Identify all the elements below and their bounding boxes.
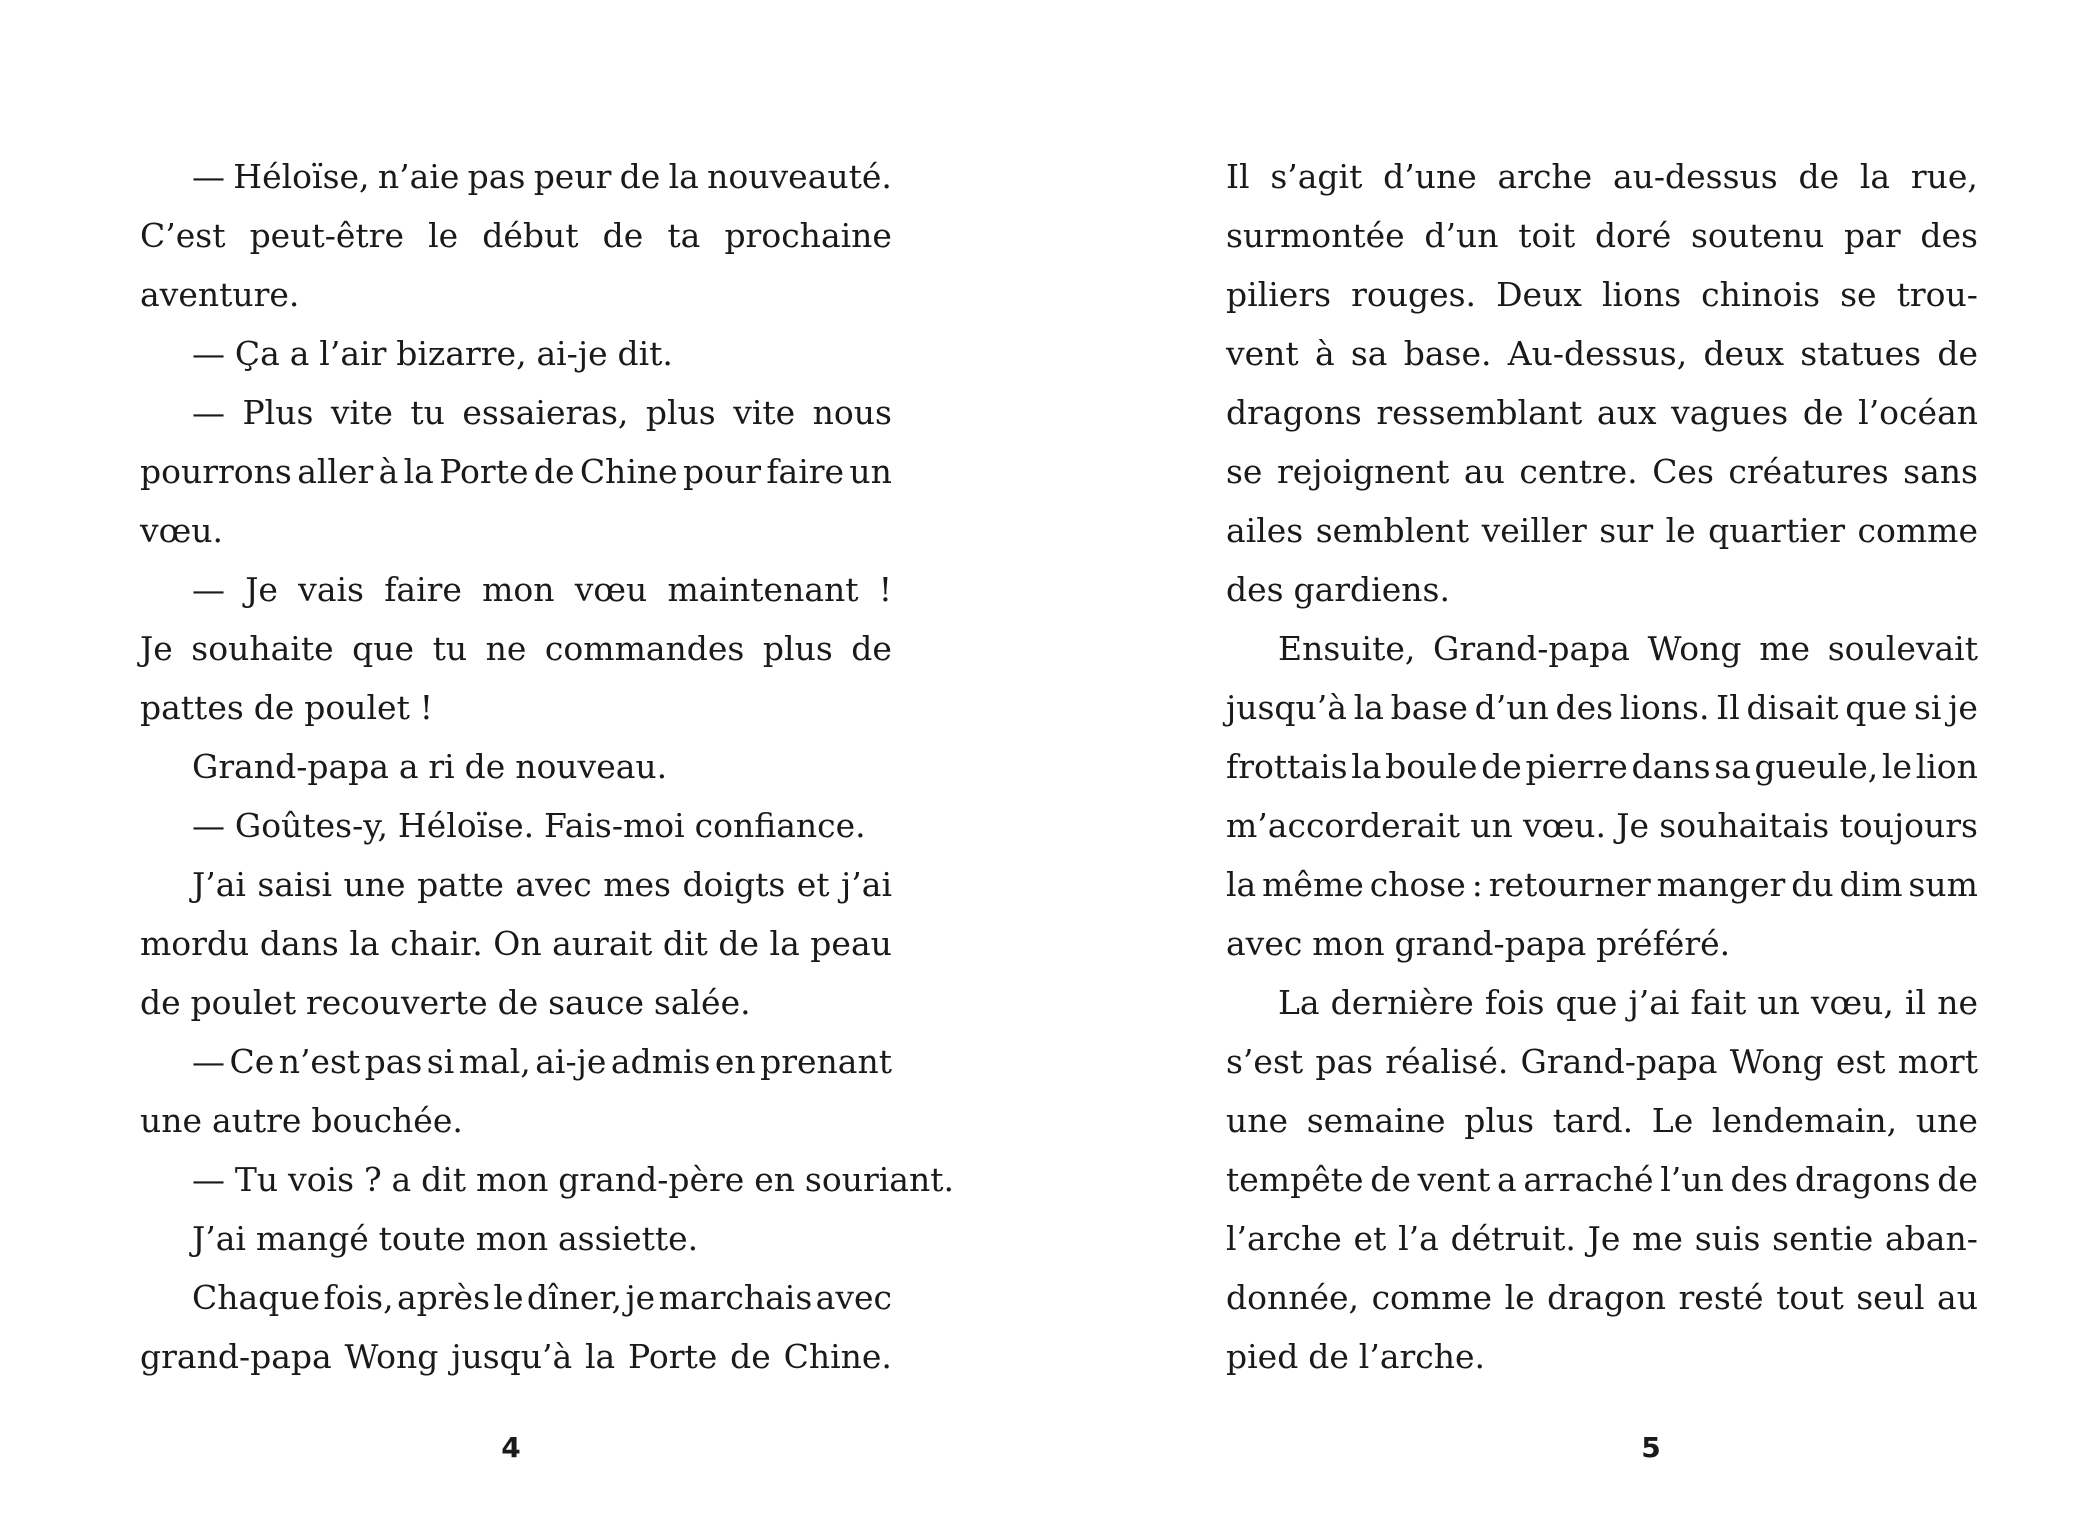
text-line: C’est peut-être le début de ta prochaine — [140, 216, 892, 255]
text-line: — Je vais faire mon vœu maintenant ! — [192, 570, 892, 609]
text-line: — Tu vois ? a dit mon grand-père en souriant. — [192, 1160, 954, 1199]
text-line: s’est pas réalisé. Grand-papa Wong est mort — [1226, 1042, 1978, 1081]
text-line: se rejoignent au centre. Ces créatures sans — [1226, 452, 1978, 491]
text-line: — Ce n’est pas si mal, ai-je admis en prenant — [192, 1042, 892, 1081]
text-line: donnée, comme le dragon resté tout seul au — [1226, 1278, 1978, 1317]
text-line: la même chose : retourner manger du dim sum — [1226, 865, 1978, 904]
right-page-text — [1226, 147, 1978, 1386]
text-line: dragons ressemblant aux vagues de l’océan — [1226, 393, 1978, 432]
text-line: — Plus vite tu essaieras, plus vite nous — [192, 393, 892, 432]
text-line: une semaine plus tard. Le lendemain, une — [1226, 1101, 1978, 1140]
text-line: J’ai mangé toute mon assiette. — [192, 1219, 699, 1258]
text-line: — Goûtes-y, Héloïse. Fais-moi confiance. — [192, 806, 866, 845]
text-line: l’arche et l’a détruit. Je me suis sentie aban- — [1226, 1219, 1978, 1258]
text-line: pied de l’arche. — [1226, 1337, 1486, 1376]
text-line: une autre bouchée. — [140, 1101, 463, 1140]
text-line: vent à sa base. Au-dessus, deux statues de — [1226, 334, 1978, 373]
text-line: Il s’agit d’une arche au-dessus de la rue, — [1226, 157, 1978, 196]
text-line: J’ai saisi une patte avec mes doigts et j’ai — [192, 865, 892, 904]
text-line: m’accorderait un vœu. Je souhaitais toujours — [1226, 806, 1978, 845]
text-line: — Ça a l’air bizarre, ai-je dit. — [192, 334, 673, 373]
text-line: aventure. — [140, 275, 300, 314]
text-line: — Héloïse, n’aie pas peur de la nouveauté. — [192, 157, 892, 196]
text-line: mordu dans la chair. On aurait dit de la peau — [140, 924, 892, 963]
text-line: pattes de poulet ! — [140, 688, 433, 727]
text-line: ailes semblent veiller sur le quartier comme — [1226, 511, 1978, 550]
text-line: pourrons aller à la Porte de Chine pour faire un — [140, 452, 892, 491]
right-page-number: 5 — [1641, 1431, 1661, 1464]
text-line: tempête de vent a arraché l’un des dragons de — [1226, 1160, 1978, 1199]
right-page — [1050, 0, 2100, 1525]
text-line: Je souhaite que tu ne commandes plus de — [140, 629, 892, 668]
text-line: des gardiens. — [1226, 570, 1450, 609]
text-line: grand-papa Wong jusqu’à la Porte de Chine. — [140, 1337, 892, 1376]
text-line: piliers rouges. Deux lions chinois se trou- — [1226, 275, 1978, 314]
text-line: de poulet recouverte de sauce salée. — [140, 983, 751, 1022]
left-page-number: 4 — [501, 1431, 521, 1464]
text-line: La dernière fois que j’ai fait un vœu, il ne — [1278, 983, 1978, 1022]
text-line: avec mon grand-papa préféré. — [1226, 924, 1731, 963]
text-line: surmontée d’un toit doré soutenu par des — [1226, 216, 1978, 255]
text-line: Ensuite, Grand-papa Wong me soulevait — [1278, 629, 1978, 668]
text-line: frottais la boule de pierre dans sa gueule, le lion — [1226, 747, 1978, 786]
left-page-text — [140, 147, 954, 1386]
text-line: vœu. — [140, 511, 224, 550]
text-line: jusqu’à la base d’un des lions. Il disait que si je — [1226, 688, 1978, 727]
text-line: Chaque fois, après le dîner, je marchais avec — [192, 1278, 892, 1317]
text-line: Grand-papa a ri de nouveau. — [192, 747, 668, 786]
